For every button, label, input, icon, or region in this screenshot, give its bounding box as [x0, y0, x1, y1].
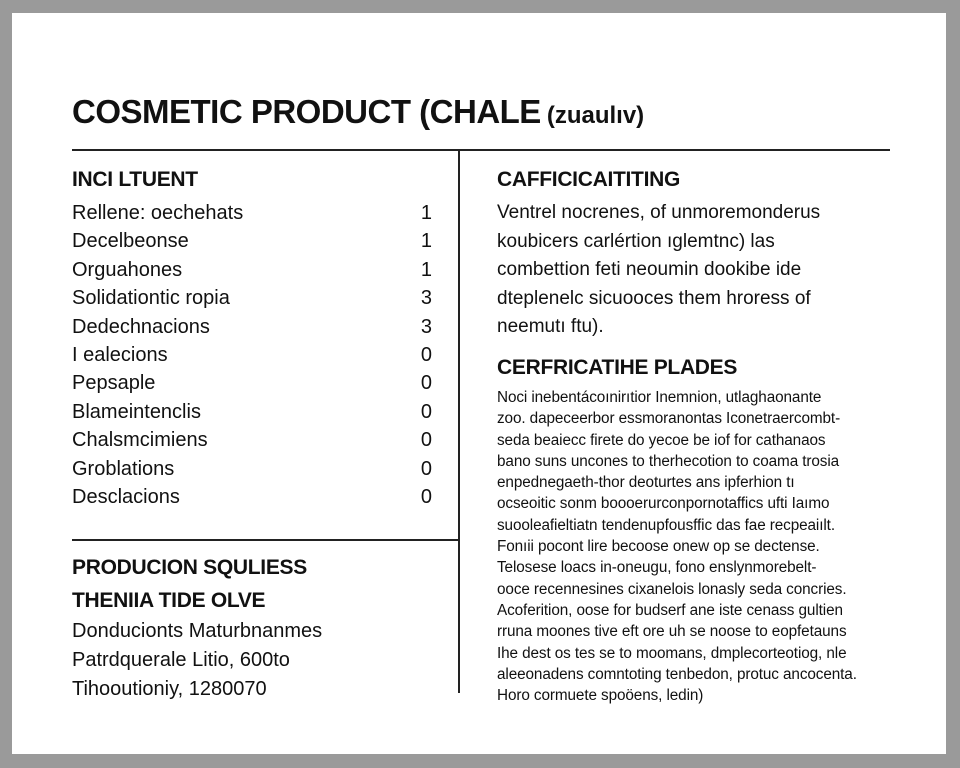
- production-subheading: THENIIA TIDE OLVE: [72, 589, 266, 612]
- plades-text: [497, 387, 857, 706]
- production-details: [72, 617, 322, 704]
- plades-line: Ihe dest os tes se to moomans, dmplecorteotiog, nle: [497, 644, 847, 662]
- ingredient-name: Chalsmcimiens: [72, 429, 208, 452]
- plades-heading: CERFRICATIHE PLADES: [497, 356, 738, 379]
- column-divider: [458, 151, 460, 693]
- ingredient-value: 0: [420, 457, 432, 480]
- production-line: Tihooutioniy, 1280070: [72, 678, 267, 700]
- plades-line: Acoferition, oose for budserf ane iste cenass gultien: [497, 601, 843, 619]
- ingredient-value: 0: [420, 429, 432, 452]
- page-title-suffix: (zuaulıv): [546, 102, 645, 129]
- production-line: Patrdquerale Litio, 600to: [72, 649, 290, 671]
- ingredient-name: Desclacions: [72, 485, 180, 508]
- ingredient-value: 3: [420, 315, 432, 338]
- certification-line: neemutı ftu).: [497, 316, 604, 337]
- ingredient-name: Decelbeonse: [72, 230, 189, 253]
- certification-line: koubicers carlértion ıglemtnc) las: [497, 230, 775, 252]
- title-row: [72, 93, 644, 131]
- ingredients-heading: INCI LTUENT: [72, 168, 198, 191]
- ingredient-row: [72, 199, 432, 227]
- ingredient-name: Groblations: [72, 457, 175, 480]
- ingredient-value: 1: [420, 258, 432, 281]
- plades-line: Fonıii pocont lire becoose onew op se dectense.: [497, 538, 820, 556]
- plades-line: ooce recennesines cixanelois lonasly seda concries.: [497, 580, 847, 598]
- ingredient-name: Rellene: oechehats: [72, 202, 244, 224]
- ingredient-value: 3: [420, 287, 432, 310]
- plades-line: Noci inebentácoınirıtior Inemnion, utlaghaonante: [497, 389, 822, 406]
- ingredient-row: [72, 398, 432, 426]
- certification-text: [497, 199, 820, 342]
- production-line: Donducionts Maturbnanmes: [72, 620, 323, 642]
- plades-line: Telosese loacs in-oneugu, fono enslynmorebelt-: [497, 559, 817, 577]
- ingredient-row: [72, 455, 432, 483]
- plades-line: Horo cormuete spoöens, ledin): [497, 687, 704, 705]
- production-heading: PRODUCION SQULIESS: [72, 556, 307, 579]
- ingredient-row: [72, 369, 432, 397]
- plades-line: rruna moones tive eft ore uh se noose to eopfetauns: [497, 623, 847, 641]
- ingredient-row: [72, 284, 432, 312]
- ingredient-value: 0: [420, 372, 432, 395]
- ingredient-row: [72, 227, 432, 255]
- ingredient-value: 1: [420, 202, 432, 224]
- ingredient-name: I ealecions: [72, 343, 168, 366]
- ingredients-list: [72, 199, 432, 511]
- ingredient-row: [72, 313, 432, 341]
- ingredient-value: 0: [420, 343, 432, 366]
- ingredient-value: 0: [420, 400, 432, 423]
- certification-heading: CAFFICICAITITING: [497, 168, 681, 191]
- plades-line: seda beaiecc firete do yecoe be iof for cathanaos: [497, 431, 826, 449]
- ingredient-row: [72, 483, 432, 511]
- top-divider: [72, 149, 890, 151]
- plades-line: aleeonadens comntoting tenbedon, protuc ancocenta.: [497, 665, 857, 683]
- plades-line: ocseoitic sonm boooerurconpornotaffics ufti Iaımo: [497, 495, 830, 513]
- plades-line: suooleafieltiatn tendenupfousffic das fae recpeaiılt.: [497, 516, 835, 534]
- ingredient-value: 0: [420, 485, 432, 508]
- ingredient-name: Blameintenclis: [72, 400, 201, 423]
- ingredient-name: Dedechnacions: [72, 315, 210, 338]
- ingredient-name: Pepsaple: [72, 372, 156, 395]
- ingredient-row: [72, 341, 432, 369]
- certification-line: Ventrel nocrenes, of unmoremonderus: [497, 202, 821, 223]
- ingredient-value: 1: [420, 230, 432, 253]
- plades-line: bano suns uncones to therhecotion to coama trosia: [497, 452, 840, 470]
- plades-line: zoo. dapeceerbor essmoranontas Iconetraercombt-: [497, 410, 841, 428]
- plades-line: enpednegaeth-thor deoturtes ans ipferhion tı: [497, 474, 795, 492]
- certification-line: combettion feti neoumin dookibe ide: [497, 259, 802, 280]
- ingredient-name: Solidationtic ropia: [72, 287, 230, 310]
- label-sheet: [12, 13, 946, 754]
- page-title: COSMETIC PRODUCT (CHALE: [72, 93, 541, 130]
- ingredient-row: [72, 256, 432, 284]
- certification-line: dteplenelc sicuooces them hroress of: [497, 287, 811, 309]
- ingredient-row: [72, 426, 432, 454]
- section-divider: [72, 539, 458, 541]
- ingredient-name: Orguahones: [72, 258, 183, 281]
